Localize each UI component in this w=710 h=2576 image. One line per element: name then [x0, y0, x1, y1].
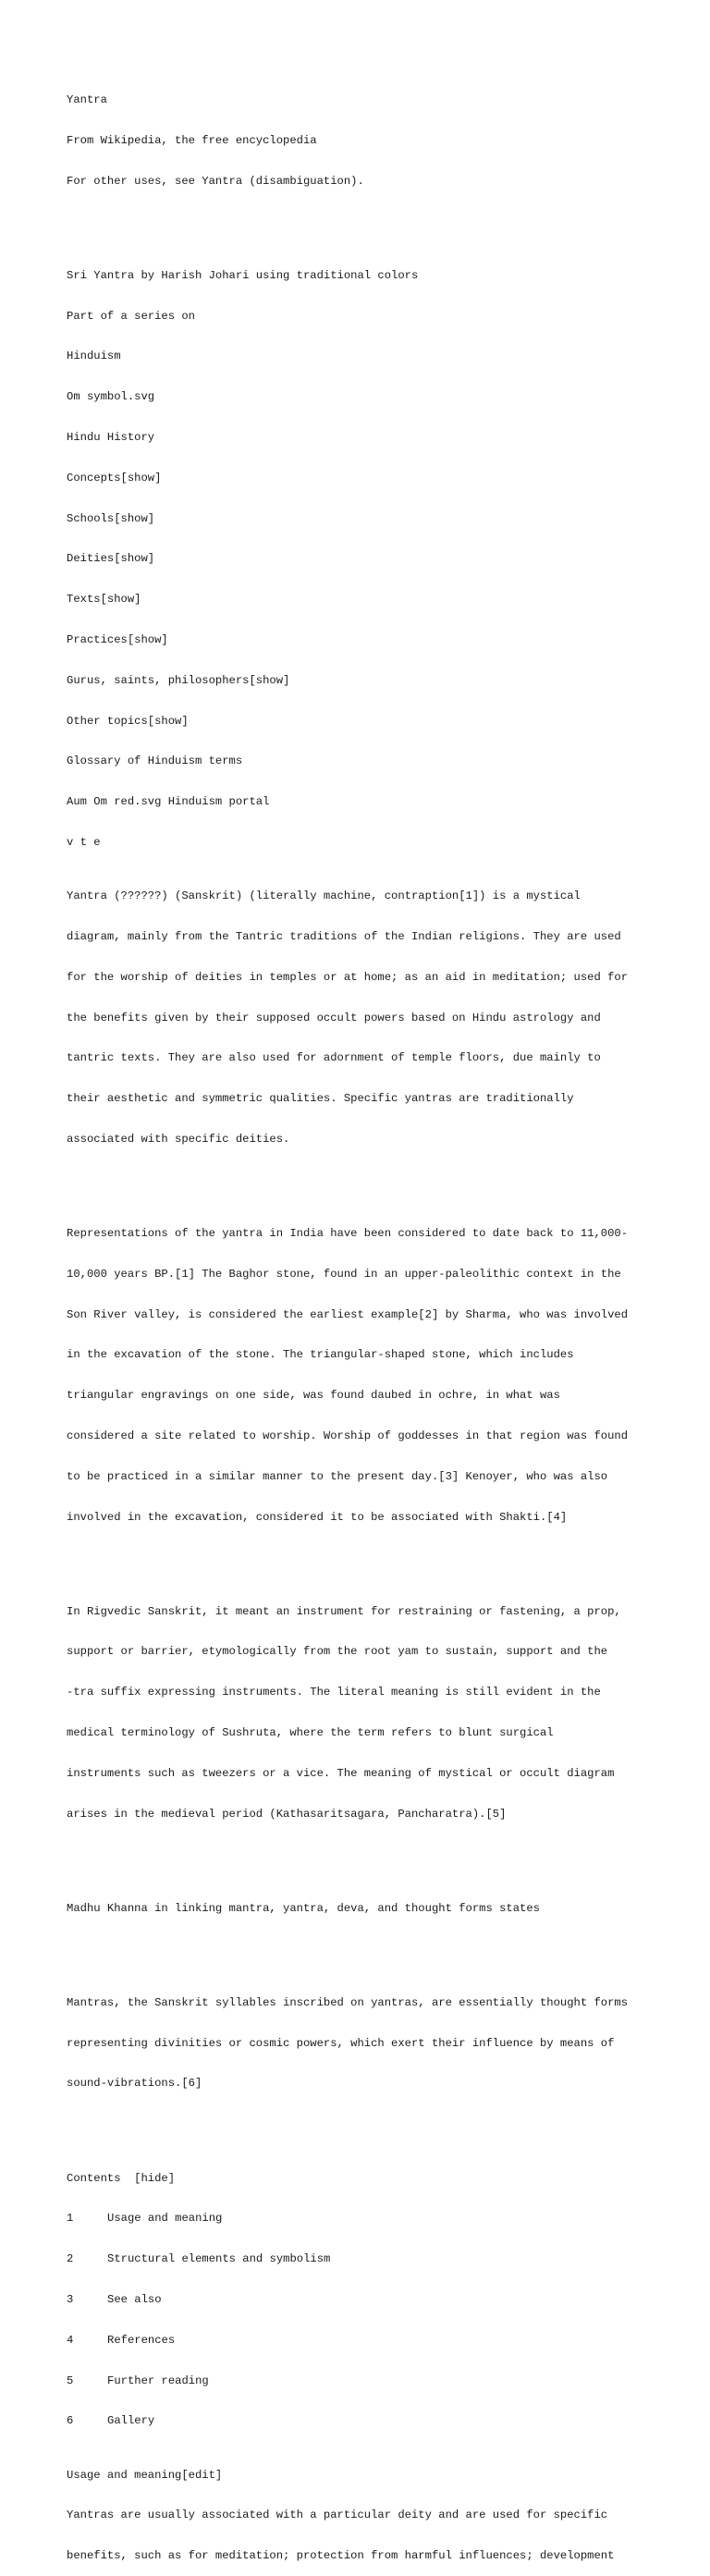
spacer — [67, 1551, 658, 1564]
infobox-item-practices[interactable]: Practices[show] — [67, 632, 168, 646]
paragraph-line: 10,000 years BP.[1] The Baghor stone, found in an upper-paleolithic context in the — [67, 1267, 621, 1281]
paragraph-line: tantric texts. They are also used for adornment of temple floors, due mainly to — [67, 1051, 601, 1065]
toc-number: 5 — [67, 2374, 74, 2387]
paragraph-line: triangular engravings on one side, was found daubed in ochre, in what was — [67, 1389, 560, 1403]
paragraph-line: associated with specific deities. — [67, 1132, 290, 1146]
paragraph-line: Mantras, the Sanskrit syllables inscribed on yantras, are essentially thought forms — [67, 1995, 629, 2009]
paragraph-line: their aesthetic and symmetric qualities. Specific yantras are traditionally — [67, 1092, 574, 1106]
paragraph-line: Yantra (??????) (Sanskrit) (literally machine, contraption[1]) is a mystical — [67, 889, 581, 903]
paragraph-line: involved in the excavation, considered it to be associated with Shakti.[4] — [67, 1510, 568, 1524]
toc-label: Usage and meaning — [107, 2212, 223, 2226]
spacer — [67, 215, 658, 229]
contents-heading[interactable]: Contents [hide] — [67, 2171, 176, 2185]
infobox-item-texts[interactable]: Texts[show] — [67, 593, 141, 607]
infobox-item-gurus[interactable]: Gurus, saints, philosophers[show] — [67, 673, 290, 687]
spacer — [67, 1943, 658, 1957]
paragraph-line: to be practiced in a similar manner to the present day.[3] Kenoyer, who was also — [67, 1469, 608, 1483]
infobox-item-other-topics[interactable]: Other topics[show] — [67, 714, 189, 728]
toc-item-structural[interactable] — [67, 2252, 658, 2266]
paragraph-line: Son River valley, is considered the earliest example[2] by Sharma, who was involved — [67, 1307, 629, 1321]
paragraph-line: Representations of the yantra in India have been considered to date back to 11,000- — [67, 1227, 629, 1241]
toc-item-gallery[interactable] — [67, 2414, 658, 2428]
hinduism-portal-link[interactable]: Aum Om red.svg Hinduism portal — [67, 795, 270, 809]
infobox-item-concepts[interactable]: Concepts[show] — [67, 471, 162, 485]
paragraph-line: diagram, mainly from the Tantric traditions of the Indian religions. They are used — [67, 930, 621, 943]
glossary-link[interactable]: Glossary of Hinduism terms — [67, 754, 243, 768]
paragraph-line: Madhu Khanna in linking mantra, yantra, deva, and thought forms states — [67, 1901, 540, 1915]
disambiguation-note[interactable]: For other uses, see Yantra (disambiguation). — [67, 174, 364, 188]
paragraph-line: considered a site related to worship. Worship of goddesses in that region was found — [67, 1429, 629, 1442]
spacer — [67, 2117, 658, 2131]
toc-item-usage[interactable] — [67, 2212, 658, 2226]
paragraph-line: Yantras are usually associated with a particular deity and are used for specific — [67, 2509, 608, 2522]
spacer — [67, 1847, 658, 1861]
spacer — [67, 1173, 658, 1187]
toc-number: 2 — [67, 2252, 74, 2266]
toc-label: See also — [107, 2292, 162, 2306]
paragraph-line: instruments such as tweezers or a vice. The meaning of mystical or occult diagram — [67, 1766, 615, 1780]
paragraph-line: sound-vibrations.[6] — [67, 2077, 202, 2091]
paragraph-line: for the worship of deities in temples or at home; as an aid in meditation; used for — [67, 970, 629, 984]
paragraph-line: the benefits given by their supposed occult powers based on Hindu astrology and — [67, 1011, 601, 1024]
paragraph-line: benefits, such as for meditation; protection from harmful influences; development — [67, 2549, 615, 2563]
toc-number: 6 — [67, 2414, 74, 2428]
article-source: From Wikipedia, the free encyclopedia — [67, 133, 317, 147]
series-label: Part of a series on — [67, 309, 195, 323]
hindu-history-link[interactable]: Hindu History — [67, 431, 155, 445]
toc-item-further-reading[interactable] — [67, 2374, 658, 2388]
paragraph-line: -tra suffix expressing instruments. The literal meaning is still evident in the — [67, 1686, 601, 1699]
toc-number: 1 — [67, 2212, 74, 2226]
vte-links[interactable]: v t e — [67, 835, 101, 849]
toc-label: Gallery — [107, 2414, 155, 2428]
toc-number: 3 — [67, 2292, 74, 2306]
image-caption: Sri Yantra by Harish Johari using traditional colors — [67, 268, 419, 282]
paragraph-line: support or barrier, etymologically from the root yam to sustain, support and the — [67, 1645, 608, 1659]
infobox-item-deities[interactable]: Deities[show] — [67, 552, 155, 566]
series-name[interactable]: Hinduism — [67, 350, 121, 363]
toc-label: References — [107, 2333, 176, 2347]
toc-label: Further reading — [107, 2374, 209, 2387]
om-symbol-image: Om symbol.svg — [67, 390, 155, 404]
document-page — [67, 67, 658, 2576]
toc-item-see-also[interactable] — [67, 2293, 658, 2307]
toc-number: 4 — [67, 2333, 74, 2347]
paragraph-line: medical terminology of Sushruta, where the term refers to blunt surgical — [67, 1726, 554, 1740]
toc-label: Structural elements and symbolism — [107, 2252, 331, 2266]
infobox-item-schools[interactable]: Schools[show] — [67, 511, 155, 525]
paragraph-line: arises in the medieval period (Kathasaritsagara, Pancharatra).[5] — [67, 1807, 507, 1821]
section-heading-usage[interactable]: Usage and meaning[edit] — [67, 2468, 223, 2482]
paragraph-line: in the excavation of the stone. The triangular-shaped stone, which includes — [67, 1348, 574, 1362]
paragraph-line: In Rigvedic Sanskrit, it meant an instrument for restraining or fastening, a prop, — [67, 1604, 621, 1618]
paragraph-line: representing divinities or cosmic powers, which exert their influence by means of — [67, 2036, 615, 2050]
article-title: Yantra — [67, 93, 107, 107]
toc-item-references[interactable] — [67, 2334, 658, 2348]
